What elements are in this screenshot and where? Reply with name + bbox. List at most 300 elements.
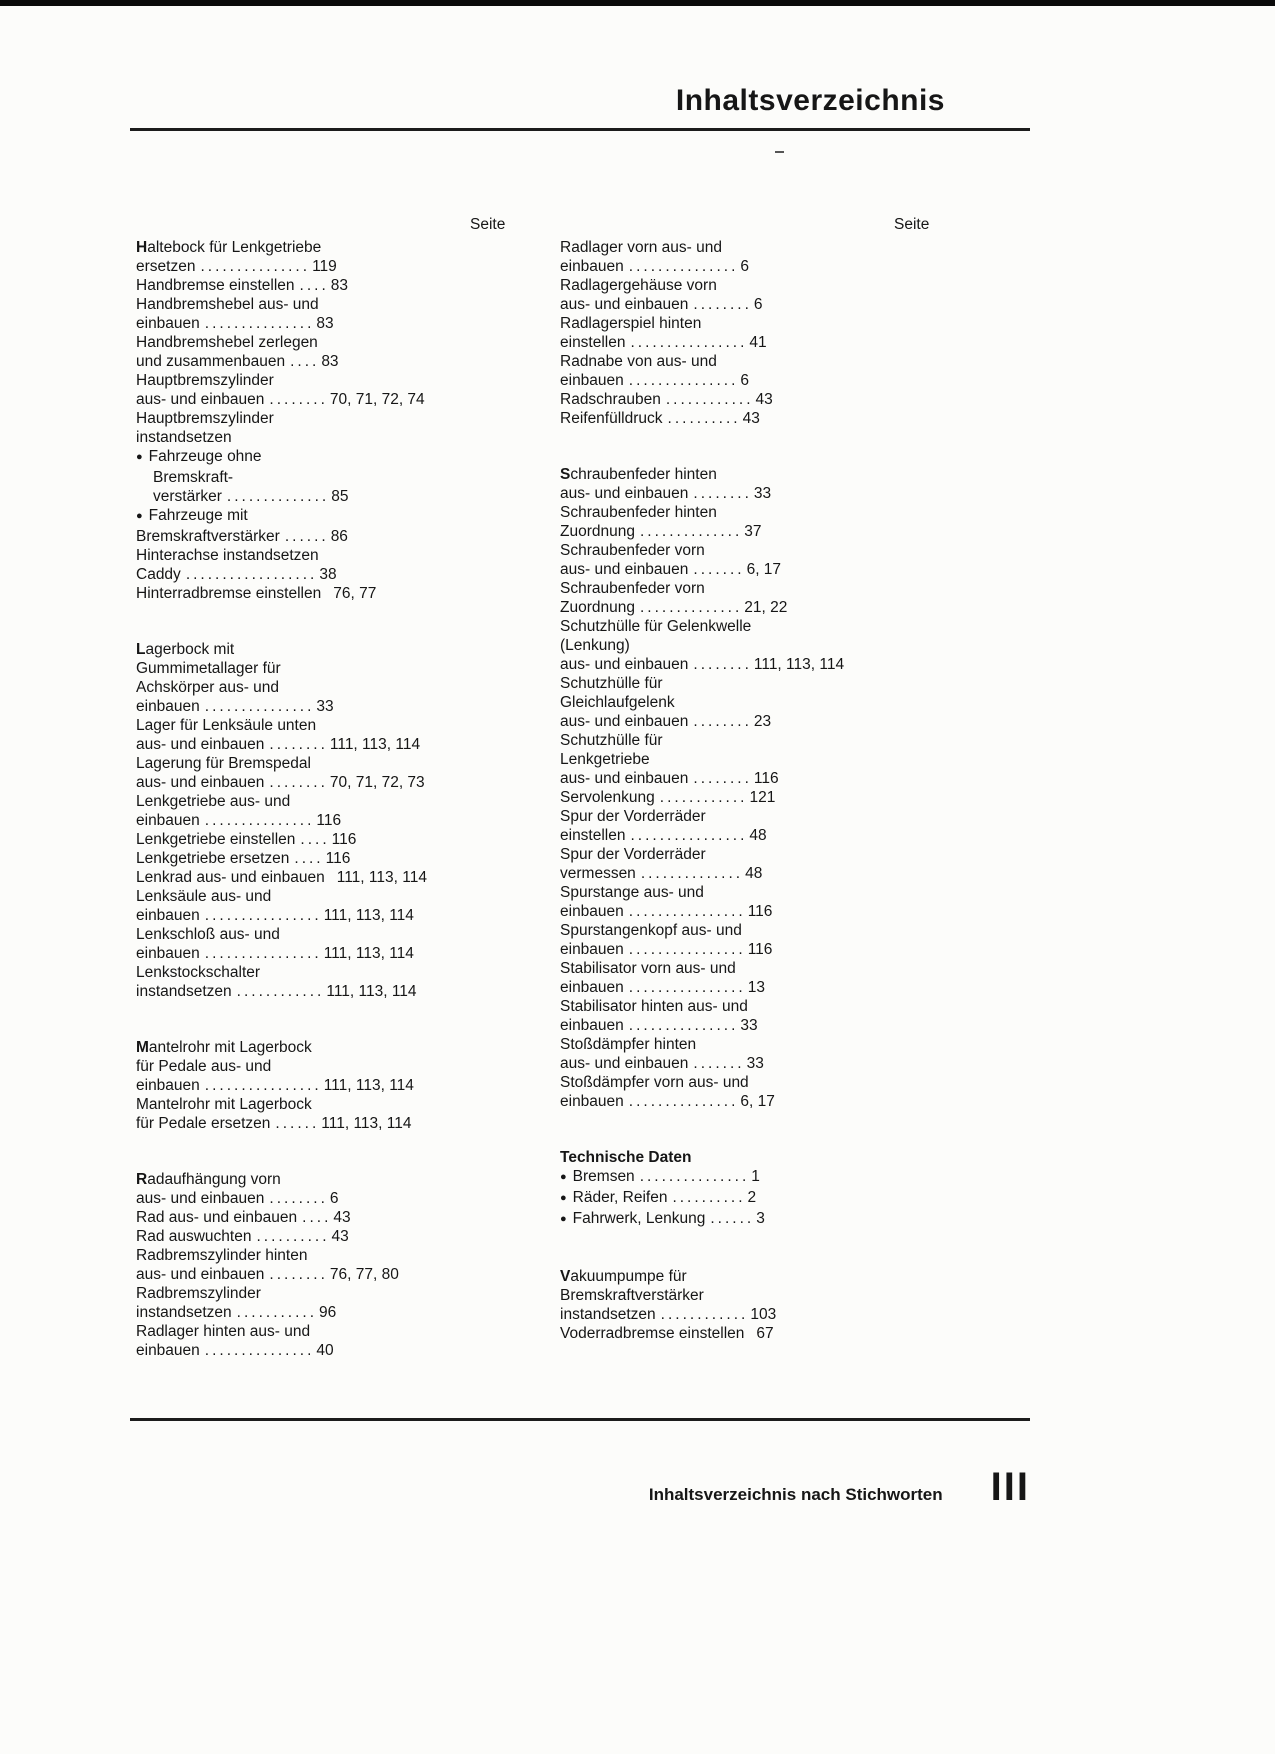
- page-number: 103: [750, 1306, 777, 1323]
- page-number: 83: [321, 353, 339, 370]
- entry-text: einbauen: [560, 372, 624, 389]
- entry-text: Caddy: [136, 566, 181, 583]
- entry-text: Handbremshebel zerlegen: [136, 334, 318, 351]
- index-entry-line: [136, 565, 560, 584]
- index-entry-line: [560, 617, 1030, 636]
- page-number: 111, 113, 114: [326, 983, 417, 1000]
- index-entry-line: [136, 276, 560, 295]
- dot-leader: ....: [299, 277, 329, 294]
- index-entry-line: [560, 807, 1030, 826]
- page-number: 43: [755, 391, 773, 408]
- index-entry-line: [136, 944, 560, 963]
- dot-leader: ......: [275, 1115, 320, 1132]
- index-entry-line: [560, 1092, 1030, 1111]
- index-group: [560, 465, 1030, 1111]
- index-entry-line: [560, 390, 1030, 409]
- index-entry-line: [136, 371, 560, 390]
- index-entry-line: [560, 959, 1030, 978]
- entry-text: Hinterradbremse einstellen: [136, 585, 322, 602]
- page-number: 96: [319, 1304, 337, 1321]
- page-number: 43: [742, 410, 760, 427]
- entry-initial: M: [136, 1039, 149, 1056]
- page-number: 38: [319, 566, 337, 583]
- bullet-icon: ●: [136, 510, 143, 522]
- page-number: 48: [749, 827, 767, 844]
- dot-leader: ........: [693, 656, 752, 673]
- entry-text: Bremskraftverstärker: [136, 528, 280, 545]
- index-entry-line: [136, 295, 560, 314]
- dot-leader: ................: [204, 945, 322, 962]
- index-entry-line: [560, 1035, 1030, 1054]
- index-entry-line: [560, 598, 1030, 617]
- index-entry-line: [560, 978, 1030, 997]
- entry-text: einbauen: [136, 698, 200, 715]
- dot-leader: ........: [269, 1190, 328, 1207]
- bullet-icon: ●: [560, 1171, 567, 1183]
- entry-text: Spur der Vorderräder: [560, 808, 706, 825]
- index-entry-line: [560, 465, 1030, 484]
- page-number: 43: [333, 1209, 351, 1226]
- entry-text: aus- und einbauen: [560, 296, 689, 313]
- entry-initial: V: [560, 1268, 571, 1285]
- entry-text: Reifenfülldruck: [560, 410, 663, 427]
- entry-text: Bremskraftverstärker: [560, 1287, 704, 1304]
- dot-leader: ...............: [204, 315, 315, 332]
- index-entry-line: [136, 792, 560, 811]
- page-number: 41: [749, 334, 767, 351]
- dot-leader: ........: [269, 1266, 328, 1283]
- index-entry-line: [136, 1095, 560, 1114]
- entry-text: instandsetzen: [136, 1304, 232, 1321]
- dot-leader: ........: [269, 774, 328, 791]
- page-number: 21, 22: [744, 599, 788, 616]
- index-entry-line: [560, 276, 1030, 295]
- dot-leader: ............: [665, 391, 754, 408]
- index-group: [136, 1170, 560, 1360]
- dot-leader: ................: [628, 903, 746, 920]
- entry-text: aus- und einbauen: [560, 656, 689, 673]
- index-entry-line: [136, 314, 560, 333]
- entry-text: aus- und einbauen: [560, 561, 689, 578]
- index-entry-line: [136, 868, 560, 887]
- entry-text: Gummimetallager für: [136, 660, 281, 677]
- entry-text: Schutzhülle für Gelenkwelle: [560, 618, 752, 635]
- entry-text: Fahrzeuge ohne: [148, 448, 262, 465]
- dot-leader: ........: [693, 770, 752, 787]
- index-entry-line: [136, 390, 560, 409]
- entry-text: Radaufhängung vorn: [136, 1171, 281, 1188]
- entry-text: einbauen: [136, 945, 200, 962]
- dot-leader: ............: [659, 789, 748, 806]
- page-number: 6: [329, 1190, 339, 1207]
- entry-text: instandsetzen: [136, 429, 232, 446]
- index-column-left: [136, 215, 560, 1360]
- index-entry-line: [136, 811, 560, 830]
- page-number: 2: [747, 1189, 757, 1206]
- entry-text: Spurstange aus- und: [560, 884, 704, 901]
- page-number: 111, 113, 114: [321, 1115, 412, 1132]
- dot-leader: ...............: [628, 372, 739, 389]
- index-entry-line: [560, 541, 1030, 560]
- page-number: 116: [753, 770, 779, 787]
- entry-text: aus- und einbauen: [136, 1266, 265, 1283]
- page-number: 3: [756, 1210, 765, 1227]
- page-header: [0, 0, 1275, 131]
- dot-leader: ..........: [667, 410, 741, 427]
- index-entry-line: [560, 371, 1030, 390]
- index-entry-line: [136, 716, 560, 735]
- entry-initial: L: [136, 641, 146, 658]
- index-entry-line: [136, 1265, 560, 1284]
- entry-text: Zuordnung: [560, 599, 635, 616]
- index-entry-line: [136, 1057, 560, 1076]
- index-entry-line: [136, 428, 560, 447]
- index-entry-line: [560, 636, 1030, 655]
- index-entry-line: [136, 963, 560, 982]
- page-number: 33: [316, 698, 334, 715]
- index-entry-line: [136, 1322, 560, 1341]
- entry-text: Schraubenfeder vorn: [560, 580, 705, 597]
- page-number: 33: [746, 1055, 764, 1072]
- index-entry-line: [560, 1286, 1030, 1305]
- index-entry-line: [560, 295, 1030, 314]
- page-number: 40: [316, 1342, 334, 1359]
- entry-text: Fahrwerk, Lenkung: [572, 1210, 706, 1227]
- index-group: [136, 1038, 560, 1133]
- index-entry-line: [560, 769, 1030, 788]
- index-entry-line: [136, 1208, 560, 1227]
- entry-text: aus- und einbauen: [136, 774, 265, 791]
- entry-text: Schraubenfeder hinten: [560, 504, 717, 521]
- index-group: [136, 238, 560, 603]
- entry-text: einbauen: [560, 258, 624, 275]
- dot-leader: ................: [204, 907, 322, 924]
- footer-rule: [130, 1418, 1030, 1421]
- index-entry-line: [560, 826, 1030, 845]
- entry-text: aus- und einbauen: [560, 485, 689, 502]
- index-entry-line: [560, 883, 1030, 902]
- index-entry-line: [560, 522, 1030, 541]
- index-entry-line: [560, 712, 1030, 731]
- page-number: 119: [312, 258, 337, 275]
- index-entry-line: [136, 678, 560, 697]
- index-entry-line: [136, 1170, 560, 1189]
- entry-text: ersetzen: [136, 258, 196, 275]
- entry-text: Radschrauben: [560, 391, 661, 408]
- dot-leader: ......: [710, 1210, 755, 1227]
- entry-text: Lenksäule aus- und: [136, 888, 272, 905]
- entry-text: und zusammenbauen: [136, 353, 286, 370]
- entry-text: Lenkgetriebe ersetzen: [136, 850, 290, 867]
- dot-leader: ................: [630, 334, 748, 351]
- entry-text: einbauen: [136, 1077, 200, 1094]
- page-number: 86: [330, 528, 348, 545]
- index-entry-line: [136, 1189, 560, 1208]
- entry-text: einbauen: [136, 812, 200, 829]
- dot-leader: ...............: [628, 1017, 739, 1034]
- entry-text: Schutzhülle für: [560, 675, 663, 692]
- dot-leader: ................: [628, 979, 746, 996]
- entry-text: Radbremszylinder: [136, 1285, 261, 1302]
- index-entry-line: [136, 352, 560, 371]
- dot-leader: ................: [204, 1077, 322, 1094]
- entry-text: verstärker: [153, 488, 222, 505]
- index-entry-line: [560, 1209, 1030, 1230]
- index-group: [560, 238, 1030, 428]
- entry-text: Radlagerspiel hinten: [560, 315, 702, 332]
- entry-text: einbauen: [560, 979, 624, 996]
- entry-text: einbauen: [136, 315, 200, 332]
- index-entry-line: [136, 257, 560, 276]
- entry-text: Achskörper aus- und: [136, 679, 280, 696]
- index-entry-line: [136, 697, 560, 716]
- index-entry-line: [560, 314, 1030, 333]
- index-entry-line: [136, 1246, 560, 1265]
- dot-leader: ........: [269, 391, 328, 408]
- page-number: 111, 113, 114: [323, 1077, 414, 1094]
- entry-text: Lagerbock mit: [136, 641, 235, 658]
- entry-text: Technische Daten: [560, 1149, 692, 1166]
- index-columns: [136, 215, 1275, 1360]
- entry-text: Rad auswuchten: [136, 1228, 252, 1245]
- index-entry-line: [136, 887, 560, 906]
- index-entry-line: [560, 693, 1030, 712]
- entry-text: aus- und einbauen: [560, 770, 689, 787]
- page-number: 23: [753, 713, 772, 730]
- index-entry-line: [136, 659, 560, 678]
- entry-text: instandsetzen: [136, 983, 232, 1000]
- index-entry-line: [136, 1341, 560, 1360]
- index-entry-line: [136, 527, 560, 546]
- page-number: 37: [744, 523, 762, 540]
- index-group: [560, 1148, 1030, 1230]
- scan-edge-strip: [0, 0, 1275, 6]
- index-entry-line: [560, 1073, 1030, 1092]
- dot-leader: ..............: [640, 865, 744, 882]
- page-number: 111, 113, 114: [323, 945, 414, 962]
- footer-page-number: III: [990, 1465, 1030, 1509]
- index-entry-line: [560, 940, 1030, 959]
- index-entry-line: [136, 1114, 560, 1133]
- page-number: 6, 17: [740, 1093, 775, 1110]
- entry-text: Schraubenfeder hinten: [560, 466, 717, 483]
- index-entry-line: [560, 1148, 1030, 1167]
- dot-leader: ...........: [236, 1304, 318, 1321]
- index-entry-line: [560, 503, 1030, 522]
- entry-text: Haltebock für Lenkgetriebe: [136, 239, 322, 256]
- entry-text: Gleichlaufgelenk: [560, 694, 675, 711]
- dot-leader: ..........: [672, 1189, 746, 1206]
- page-number: 111, 113, 114: [753, 656, 845, 673]
- entry-text: Rad aus- und einbauen: [136, 1209, 298, 1226]
- entry-text: Mantelrohr mit Lagerbock: [136, 1096, 312, 1113]
- entry-text: aus- und einbauen: [560, 713, 689, 730]
- page-number: 111, 113, 114: [336, 869, 427, 886]
- bullet-icon: ●: [560, 1213, 567, 1225]
- index-entry-line: [560, 997, 1030, 1016]
- dot-leader: ..................: [185, 566, 318, 583]
- entry-text: Voderradbremse einstellen: [560, 1325, 745, 1342]
- index-entry-line: [136, 447, 560, 468]
- dot-leader: ..........: [256, 1228, 330, 1245]
- page-number: 116: [325, 850, 351, 867]
- entry-text: Räder, Reifen: [572, 1189, 668, 1206]
- index-entry-line: [136, 773, 560, 792]
- entry-text: Mantelrohr mit Lagerbock: [136, 1039, 312, 1056]
- page-number: 111, 113, 114: [329, 736, 421, 753]
- index-entry-line: [560, 674, 1030, 693]
- dot-leader: ...............: [204, 812, 315, 829]
- index-entry-line: [560, 238, 1030, 257]
- entry-text: Lagerung für Bremspedal: [136, 755, 311, 772]
- page-footer: [130, 1418, 1030, 1510]
- page-number: 70, 71, 72, 73: [329, 774, 425, 791]
- entry-text: Lenkstockschalter: [136, 964, 261, 981]
- page-number: 43: [331, 1228, 349, 1245]
- page-number: 76, 77: [333, 585, 377, 602]
- index-entry-line: [560, 484, 1030, 503]
- entry-text: Lager für Lenksäule unten: [136, 717, 317, 734]
- page-number: 70, 71, 72, 74: [329, 391, 425, 408]
- page-number: 33: [740, 1017, 758, 1034]
- entry-text: Spurstangenkopf aus- und: [560, 922, 742, 939]
- dot-leader: ...............: [628, 1093, 739, 1110]
- page-number: 116: [747, 941, 773, 958]
- entry-text: Hauptbremszylinder: [136, 372, 274, 389]
- entry-text: Hinterachse instandsetzen: [136, 547, 319, 564]
- index-entry-line: [136, 1076, 560, 1095]
- entry-text: Lenkgetriebe einstellen: [136, 831, 296, 848]
- entry-text: aus- und einbauen: [560, 1055, 689, 1072]
- dot-leader: ................: [630, 827, 748, 844]
- index-entry-line: [560, 1016, 1030, 1035]
- entry-text: vermessen: [560, 865, 636, 882]
- index-entry-line: [136, 1284, 560, 1303]
- dot-leader: ....: [302, 1209, 332, 1226]
- page-number: 6: [753, 296, 763, 313]
- entry-text: instandsetzen: [560, 1306, 656, 1323]
- index-group: [560, 1267, 1030, 1343]
- entry-text: Bremskraft-: [153, 469, 234, 486]
- dot-leader: ...............: [628, 258, 739, 275]
- dot-leader: ...............: [204, 1342, 315, 1359]
- entry-text: aus- und einbauen: [136, 391, 265, 408]
- bullet-icon: ●: [136, 451, 143, 463]
- dot-leader: ........: [693, 296, 752, 313]
- index-entry-line: [560, 257, 1030, 276]
- index-entry-line: [136, 506, 560, 527]
- entry-text: einbauen: [136, 1342, 200, 1359]
- entry-text: aus- und einbauen: [136, 1190, 265, 1207]
- dot-leader: ....: [294, 850, 324, 867]
- entry-text: Lenkgetriebe: [560, 751, 650, 768]
- dot-leader: ........: [693, 713, 752, 730]
- entry-text: Zuordnung: [560, 523, 635, 540]
- index-entry-line: [136, 333, 560, 352]
- index-entry-line: [136, 487, 560, 506]
- index-entry-line: [560, 1324, 1030, 1343]
- index-entry-line: [560, 902, 1030, 921]
- column-page-header: Seite: [470, 216, 506, 233]
- index-entry-line: [560, 1267, 1030, 1286]
- dot-leader: ..............: [639, 523, 743, 540]
- entry-text: Radnabe von aus- und: [560, 353, 717, 370]
- entry-text: für Pedale ersetzen: [136, 1115, 271, 1132]
- entry-text: einbauen: [560, 1017, 624, 1034]
- entry-text: einbauen: [136, 907, 200, 924]
- entry-text: Radbremszylinder hinten: [136, 1247, 308, 1264]
- page-number: 76, 77, 80: [329, 1266, 399, 1283]
- entry-text: Stoßdämpfer vorn aus- und: [560, 1074, 749, 1091]
- entry-text: Schraubenfeder vorn: [560, 542, 705, 559]
- dot-leader: ........: [693, 485, 752, 502]
- index-entry-line: [136, 238, 560, 257]
- entry-text: Vakuumpumpe für: [560, 1268, 687, 1285]
- index-group: [136, 640, 560, 1001]
- index-entry-line: [136, 409, 560, 428]
- index-entry-line: [136, 830, 560, 849]
- bullet-icon: ●: [560, 1192, 567, 1204]
- index-entry-line: [560, 1305, 1030, 1324]
- header-rule: [130, 128, 1030, 131]
- index-column-right: [560, 215, 1030, 1360]
- entry-text: (Lenkung): [560, 637, 630, 654]
- entry-text: Handbremshebel aus- und: [136, 296, 319, 313]
- entry-text: Servolenkung: [560, 789, 655, 806]
- page-number: 85: [331, 488, 349, 505]
- entry-text: Bremsen: [572, 1168, 635, 1185]
- page-number: 111, 113, 114: [323, 907, 414, 924]
- index-entry-line: [136, 1227, 560, 1246]
- index-entry-line: [560, 333, 1030, 352]
- dot-leader: ................: [628, 941, 746, 958]
- index-entry-line: [560, 409, 1030, 428]
- entry-text: aus- und einbauen: [136, 736, 265, 753]
- entry-text: Spur der Vorderräder: [560, 846, 706, 863]
- dot-leader: ...............: [204, 698, 315, 715]
- page-number: 33: [753, 485, 772, 502]
- page-title: Inhaltsverzeichnis: [675, 84, 945, 117]
- index-entry-line: [136, 546, 560, 565]
- index-entry-line: [560, 560, 1030, 579]
- dot-leader: ..............: [639, 599, 743, 616]
- index-entry-line: [560, 921, 1030, 940]
- dot-leader: ............: [236, 983, 325, 1000]
- entry-text: Lenkgetriebe aus- und: [136, 793, 291, 810]
- entry-text: Handbremse einstellen: [136, 277, 295, 294]
- index-entry-line: [136, 1303, 560, 1322]
- dot-leader: ...............: [639, 1168, 750, 1185]
- dot-leader: ......: [284, 528, 329, 545]
- dot-leader: ....: [300, 831, 330, 848]
- index-entry-line: [560, 1054, 1030, 1073]
- index-entry-line: [136, 640, 560, 659]
- page-number: 48: [745, 865, 763, 882]
- index-entry-line: [560, 1188, 1030, 1209]
- page-number: 6: [740, 258, 750, 275]
- index-entry-line: [136, 849, 560, 868]
- page-number: 6: [740, 372, 750, 389]
- footer-label: Inhaltsverzeichnis nach Stichworten: [648, 1485, 943, 1504]
- entry-text: Schutzhülle für: [560, 732, 663, 749]
- page-number: 1: [751, 1168, 760, 1185]
- dot-leader: ..............: [226, 488, 330, 505]
- index-entry-line: [560, 352, 1030, 371]
- scan-artifact: [775, 151, 784, 153]
- index-entry-line: [560, 579, 1030, 598]
- index-entry-line: [136, 584, 560, 603]
- index-entry-line: [136, 925, 560, 944]
